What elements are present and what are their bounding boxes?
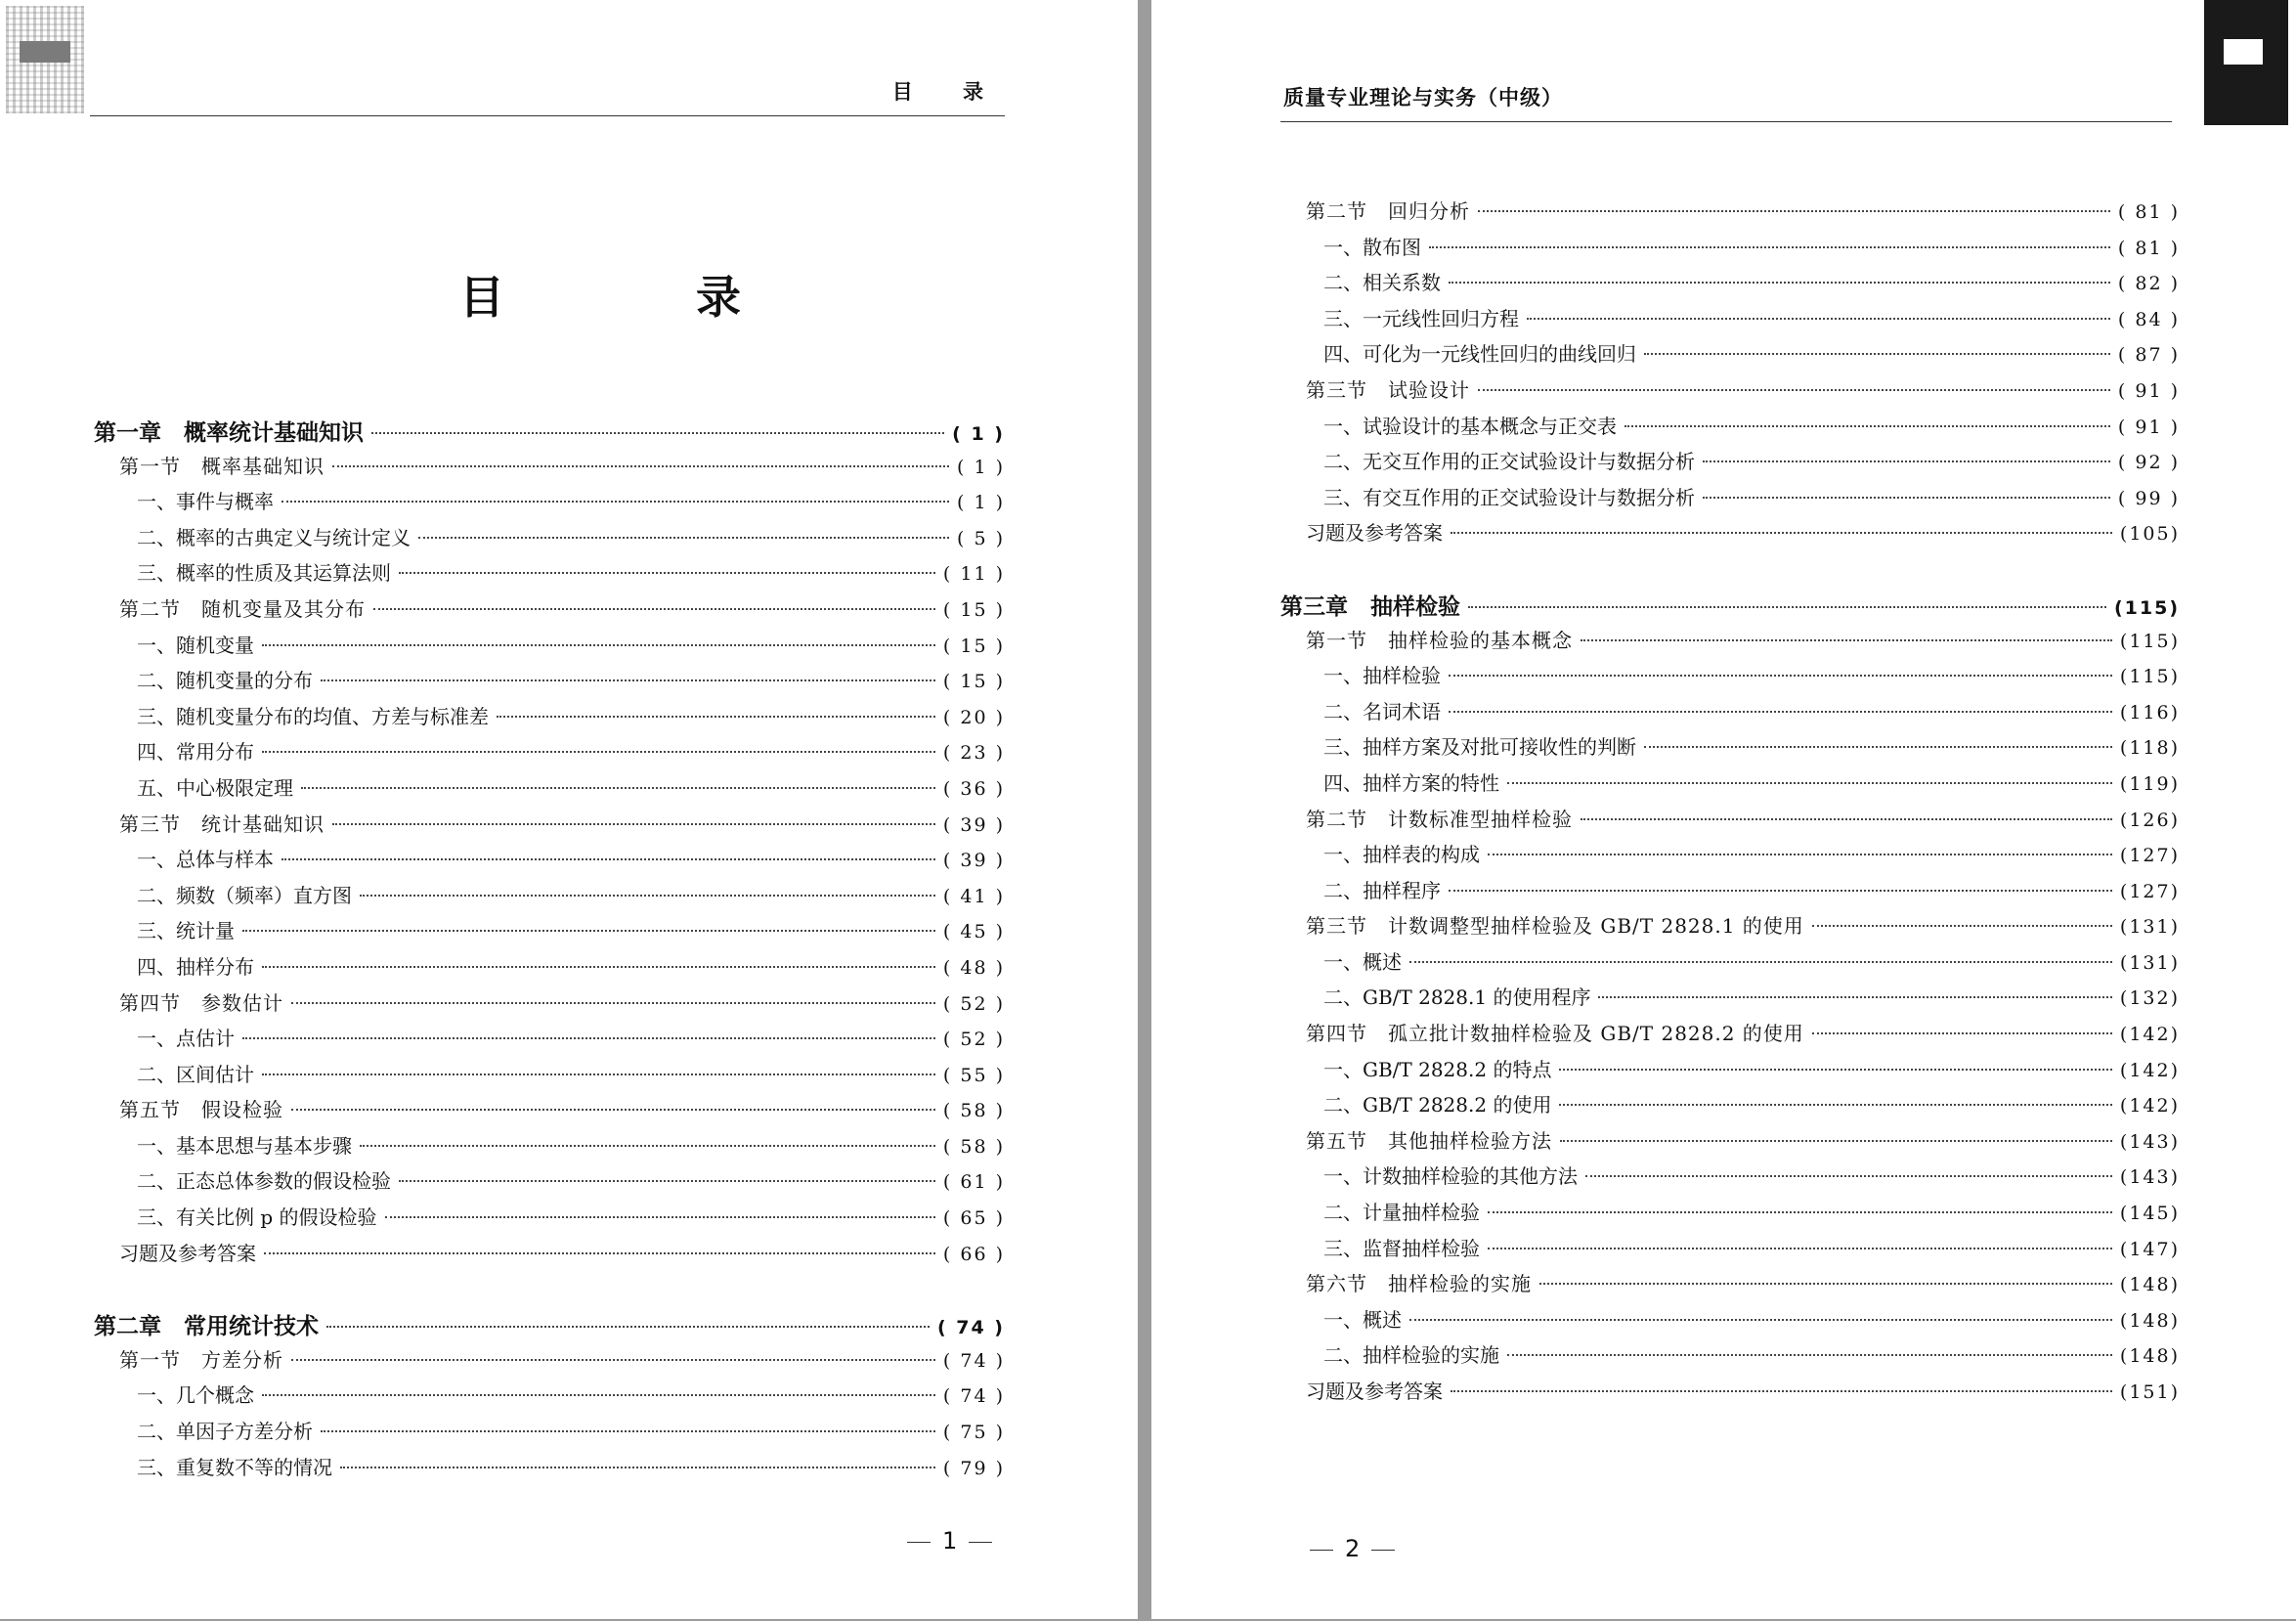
toc-title: 目 录	[459, 271, 830, 324]
toc-entry-chapter	[1280, 589, 2180, 625]
dot-leader	[1703, 497, 2110, 499]
toc-entry-title: 四、抽样分布	[137, 954, 254, 979]
toc-entry-page: ( 92 )	[2117, 452, 2180, 474]
dot-leader	[1468, 606, 2106, 608]
toc-entry-item	[1280, 446, 2180, 482]
toc-entry-page: (147)	[2119, 1238, 2180, 1260]
toc-entry-item	[1280, 303, 2180, 339]
toc-entry-item	[1280, 232, 2180, 268]
toc-entry-item	[94, 1165, 1005, 1202]
dot-leader	[242, 930, 935, 932]
dot-leader	[497, 716, 935, 718]
toc-entry-page: ( 20 )	[942, 706, 1005, 728]
toc-entry-title: 一、GB/T 2828.2 的特点	[1323, 1057, 1552, 1081]
toc-entry-page: (142)	[2119, 1059, 2180, 1081]
toc-entry-page: (142)	[2119, 1095, 2180, 1117]
dot-leader	[1559, 1104, 2111, 1106]
toc-entry-chapter	[94, 415, 1005, 451]
toc-entry-title: 二、计量抽样检验	[1323, 1201, 1480, 1225]
toc-entry-title: 四、抽样方案的特性	[1323, 770, 1499, 795]
dot-leader	[262, 1073, 935, 1075]
running-head: 质量专业理论与实务（中级）	[1283, 86, 1563, 110]
running-head: 目 录	[891, 80, 1005, 104]
toc-entry-item	[1280, 482, 2180, 518]
toc-entry-page: ( 45 )	[942, 921, 1005, 943]
toc-entry-page: ( 74 )	[942, 1349, 1005, 1372]
toc-entry-item	[1280, 1089, 2180, 1125]
toc-entry-page: (143)	[2119, 1166, 2180, 1189]
dot-leader	[1560, 1140, 2112, 1142]
toc-entry-item	[94, 1380, 1005, 1416]
toc-entry-page: ( 5 )	[957, 527, 1005, 549]
scan-artifact	[6, 6, 84, 113]
toc-entry-item	[1280, 946, 2180, 983]
toc-entry-title: 二、随机变量的分布	[137, 669, 313, 693]
toc-entry-section	[1280, 804, 2180, 840]
toc-entry-page: (145)	[2119, 1203, 2180, 1225]
toc-entry-page: ( 74 )	[936, 1317, 1005, 1339]
dot-leader	[1559, 1069, 2111, 1071]
toc-entry-page: ( 66 )	[942, 1243, 1005, 1265]
dot-leader	[321, 1430, 935, 1432]
header-rule	[90, 115, 1005, 116]
toc-entry-page: ( 61 )	[942, 1171, 1005, 1194]
dot-leader	[360, 1145, 935, 1147]
toc-entry-title: 二、抽样检验的实施	[1323, 1343, 1499, 1368]
toc-entry-section	[94, 1094, 1005, 1130]
toc-entry-item	[1280, 1339, 2180, 1376]
toc-entry-page: ( 74 )	[942, 1385, 1005, 1408]
toc-entry-title: 第一节 方差分析	[119, 1347, 283, 1372]
toc-entry-title: 二、无交互作用的正交试验设计与数据分析	[1323, 450, 1695, 474]
toc-entry-page: ( 84 )	[2117, 308, 2180, 330]
toc-entry-section	[94, 987, 1005, 1024]
dot-leader	[340, 1467, 935, 1468]
toc-entry-title: 第六节 抽样检验的实施	[1306, 1272, 1532, 1296]
toc-entry-item	[94, 880, 1005, 916]
toc-entry-title: 三、随机变量分布的均值、方差与标准差	[137, 704, 489, 728]
toc-entry-item	[94, 1059, 1005, 1095]
dot-leader	[262, 966, 935, 968]
toc-entry-page: ( 48 )	[942, 956, 1005, 979]
toc-entry-page: ( 87 )	[2117, 344, 2180, 367]
toc-entry-title: 二、区间估计	[137, 1062, 254, 1086]
toc-entry-item	[94, 630, 1005, 666]
toc-entry-title: 三、重复数不等的情况	[137, 1455, 332, 1479]
toc-entry-section	[94, 1344, 1005, 1380]
dot-leader	[1429, 246, 2110, 248]
toc-entry-exercise	[94, 1238, 1005, 1274]
toc-entry-section	[1280, 910, 2180, 946]
toc-entry-page: (119)	[2119, 772, 2180, 795]
dot-leader	[326, 1326, 930, 1328]
toc-entry-title: 一、抽样检验	[1323, 664, 1441, 688]
toc-entry-chapter	[94, 1308, 1005, 1344]
toc-entry-page: (151)	[2119, 1381, 2180, 1403]
toc-entry-item	[94, 844, 1005, 880]
toc-entry-title: 第二节 计数标准型抽样检验	[1306, 807, 1573, 831]
page-number: 2	[1298, 1535, 1407, 1562]
toc-entry-item	[94, 1416, 1005, 1452]
toc-entry-title: 习题及参考答案	[119, 1241, 256, 1265]
toc-entry-page: ( 1 )	[952, 423, 1005, 445]
dot-leader	[1598, 996, 2111, 998]
toc-entry-item	[94, 665, 1005, 701]
toc-entry-page: (115)	[2113, 596, 2180, 619]
dot-leader	[1585, 1175, 2112, 1177]
dot-leader	[1581, 639, 2112, 641]
dot-leader	[282, 501, 949, 503]
toc-entry-section	[1280, 1268, 2180, 1304]
toc-entry-item	[94, 522, 1005, 558]
toc-entry-page: ( 15 )	[942, 635, 1005, 657]
toc-entry-title: 二、概率的古典定义与统计定义	[137, 525, 411, 549]
toc-entry-item	[1280, 731, 2180, 767]
toc-entry-page: ( 36 )	[942, 777, 1005, 800]
toc-entry-page: ( 1 )	[957, 456, 1005, 478]
dot-leader	[373, 608, 935, 610]
toc-entry-title: 第一节 抽样检验的基本概念	[1306, 628, 1573, 652]
dot-leader	[371, 432, 944, 434]
toc-list	[1280, 196, 2180, 1412]
toc-entry-section	[1280, 1018, 2180, 1054]
toc-entry-title: 二、正态总体参数的假设检验	[137, 1169, 391, 1194]
dot-leader	[1539, 1283, 2112, 1285]
toc-entry-page: (143)	[2119, 1130, 2180, 1153]
toc-entry-item	[1280, 1197, 2180, 1233]
toc-entry-item	[94, 486, 1005, 522]
dot-leader	[1703, 460, 2110, 462]
toc-entry-page: ( 81 )	[2117, 201, 2180, 223]
toc-entry-title: 第五节 假设检验	[119, 1098, 283, 1122]
toc-entry-title: 三、抽样方案及对批可接收性的判断	[1323, 735, 1636, 760]
toc-entry-page: ( 82 )	[2117, 273, 2180, 295]
dot-leader	[262, 751, 935, 753]
toc-entry-title: 二、频数（频率）直方图	[137, 883, 352, 907]
dot-leader	[291, 1359, 935, 1361]
toc-entry-title: 三、有关比例 p 的假设检验	[137, 1205, 377, 1230]
dot-leader	[1644, 746, 2112, 748]
toc-entry-item	[94, 1202, 1005, 1238]
toc-entry-item	[1280, 839, 2180, 875]
toc-entry-item	[1280, 767, 2180, 804]
toc-entry-page: ( 52 )	[942, 992, 1005, 1015]
dot-leader	[262, 1394, 935, 1396]
toc-entry-section	[94, 451, 1005, 487]
toc-entry-title: 二、相关系数	[1323, 271, 1441, 295]
toc-entry-page: ( 15 )	[942, 671, 1005, 693]
toc-entry-item	[94, 701, 1005, 737]
toc-entry-title: 一、点估计	[137, 1027, 235, 1051]
toc-entry-title: 一、试验设计的基本概念与正交表	[1323, 414, 1617, 438]
dot-leader	[1581, 818, 2112, 820]
toc-entry-item	[1280, 1161, 2180, 1197]
dot-leader	[242, 1037, 935, 1039]
toc-entry-title: 二、GB/T 2828.1 的使用程序	[1323, 986, 1591, 1010]
toc-entry-page: ( 99 )	[2117, 487, 2180, 509]
toc-entry-item	[94, 1023, 1005, 1059]
toc-entry-title: 第四节 参数估计	[119, 990, 283, 1015]
dot-leader	[282, 858, 935, 860]
toc-entry-title: 第二章 常用统计技术	[94, 1314, 319, 1340]
toc-entry-page: (148)	[2119, 1345, 2180, 1368]
toc-entry-title: 四、常用分布	[137, 740, 254, 765]
toc-entry-title: 三、监督抽样检验	[1323, 1236, 1480, 1260]
toc-entry-title: 二、GB/T 2828.2 的使用	[1323, 1093, 1552, 1117]
toc-entry-title: 第三节 统计基础知识	[119, 811, 325, 836]
toc-entry-title: 三、一元线性回归方程	[1323, 306, 1519, 330]
toc-entry-page: ( 58 )	[942, 1100, 1005, 1122]
dot-leader	[264, 1252, 935, 1254]
toc-entry-page: (126)	[2119, 809, 2180, 831]
toc-entry-page: (105)	[2119, 523, 2180, 546]
toc-entry-title: 一、计数抽样检验的其他方法	[1323, 1164, 1578, 1189]
left-page	[0, 0, 1138, 1619]
dot-leader	[1449, 890, 2112, 892]
toc-entry-title: 二、单因子方差分析	[137, 1420, 313, 1444]
toc-entry-item	[1280, 875, 2180, 911]
toc-entry-title: 第三章 抽样检验	[1280, 593, 1460, 620]
dot-leader	[291, 1002, 935, 1004]
toc-entry-page: (148)	[2119, 1309, 2180, 1332]
dot-leader	[399, 1180, 935, 1182]
dot-leader	[291, 1109, 935, 1111]
dot-leader	[1409, 961, 2112, 963]
dot-leader	[418, 537, 949, 539]
toc-entry-exercise	[1280, 1376, 2180, 1412]
toc-entry-title: 一、抽样表的构成	[1323, 843, 1480, 867]
toc-entry-title: 第三节 试验设计	[1306, 377, 1470, 402]
toc-entry-page: (142)	[2119, 1024, 2180, 1046]
dot-leader	[1625, 425, 2110, 427]
toc-entry-title: 三、统计量	[137, 919, 235, 943]
toc-entry-page: (115)	[2119, 630, 2180, 652]
dot-leader	[1527, 318, 2110, 320]
dot-leader	[1507, 782, 2112, 784]
dot-leader	[1451, 1390, 2112, 1392]
toc-entry-item	[1280, 1054, 2180, 1090]
dot-leader	[332, 823, 935, 825]
toc-entry-title: 二、抽样程序	[1323, 878, 1441, 902]
toc-entry-item	[1280, 411, 2180, 447]
toc-entry-page: (132)	[2119, 987, 2180, 1010]
toc-entry-page: ( 39 )	[942, 850, 1005, 872]
toc-entry-item	[1280, 1304, 2180, 1340]
toc-entry-title: 三、概率的性质及其运算法则	[137, 561, 391, 586]
toc-entry-title: 一、概述	[1323, 949, 1402, 974]
scan-artifact	[2204, 0, 2288, 125]
toc-entry-title: 一、随机变量	[137, 633, 254, 657]
dot-leader	[385, 1216, 935, 1218]
toc-entry-item	[94, 772, 1005, 809]
toc-entry-title: 第一章 概率统计基础知识	[94, 420, 364, 446]
toc-entry-section	[1280, 374, 2180, 411]
toc-entry-item	[94, 1452, 1005, 1488]
dot-leader	[1478, 389, 2110, 391]
toc-entry-section	[1280, 625, 2180, 661]
page-number: 1	[895, 1527, 1004, 1555]
dot-leader	[1409, 1319, 2112, 1321]
toc-entry-title: 习题及参考答案	[1306, 521, 1443, 546]
toc-entry-title: 习题及参考答案	[1306, 1380, 1443, 1403]
toc-entry-title: 三、有交互作用的正交试验设计与数据分析	[1323, 485, 1695, 509]
toc-entry-section	[1280, 196, 2180, 232]
toc-entry-title: 第二节 回归分析	[1306, 199, 1470, 223]
header-rule	[1280, 121, 2172, 122]
toc-entry-title: 第五节 其他抽样检验方法	[1306, 1128, 1552, 1153]
toc-entry-page: ( 39 )	[942, 813, 1005, 836]
toc-entry-item	[94, 915, 1005, 951]
toc-entry-item	[1280, 660, 2180, 696]
toc-entry-item	[94, 1130, 1005, 1166]
toc-entry-title: 二、名词术语	[1323, 699, 1441, 723]
toc-entry-page: ( 58 )	[942, 1135, 1005, 1158]
dot-leader	[321, 679, 935, 681]
dot-leader	[1449, 282, 2110, 284]
toc-entry-page: (131)	[2119, 951, 2180, 974]
toc-entry-page: (127)	[2119, 845, 2180, 867]
toc-entry-page: (131)	[2119, 916, 2180, 939]
toc-entry-item	[1280, 696, 2180, 732]
toc-entry-item	[94, 557, 1005, 593]
toc-entry-title: 一、散布图	[1323, 235, 1421, 259]
dot-leader	[399, 572, 935, 574]
toc-entry-section	[1280, 1125, 2180, 1161]
toc-entry-item	[94, 736, 1005, 772]
toc-entry-item	[1280, 1233, 2180, 1269]
toc-entry-title: 一、总体与样本	[137, 848, 274, 872]
toc-entry-item	[1280, 982, 2180, 1018]
toc-entry-section	[94, 809, 1005, 845]
toc-entry-page: ( 23 )	[942, 742, 1005, 765]
toc-entry-title: 五、中心极限定理	[137, 775, 293, 800]
dot-leader	[1449, 711, 2112, 713]
toc-entry-title: 一、几个概念	[137, 1383, 254, 1408]
dot-leader	[360, 895, 935, 897]
dot-leader	[1478, 210, 2110, 212]
toc-entry-page: ( 81 )	[2117, 237, 2180, 259]
dot-leader	[332, 465, 949, 467]
toc-entry-page: ( 91 )	[2117, 416, 2180, 438]
toc-entry-title: 第一节 概率基础知识	[119, 454, 325, 478]
toc-entry-page: ( 91 )	[2117, 379, 2180, 402]
toc-entry-title: 一、概述	[1323, 1307, 1402, 1332]
dot-leader	[1644, 353, 2110, 355]
dot-leader	[262, 644, 935, 646]
toc-entry-item	[1280, 267, 2180, 303]
toc-entry-item	[94, 951, 1005, 987]
toc-entry-title: 四、可化为一元线性回归的曲线回归	[1323, 342, 1636, 367]
toc-entry-page: (127)	[2119, 880, 2180, 902]
toc-entry-page: (148)	[2119, 1274, 2180, 1296]
dot-leader	[301, 787, 935, 789]
toc-entry-exercise	[1280, 517, 2180, 553]
toc-entry-page: ( 75 )	[942, 1422, 1005, 1444]
toc-entry-page: ( 55 )	[942, 1064, 1005, 1086]
toc-entry-page: ( 52 )	[942, 1029, 1005, 1051]
toc-entry-item	[1280, 338, 2180, 374]
toc-entry-page: (116)	[2119, 701, 2180, 723]
toc-entry-page: ( 65 )	[942, 1207, 1005, 1230]
dot-leader	[1488, 854, 2112, 855]
toc-entry-page: ( 11 )	[942, 563, 1005, 586]
dot-leader	[1812, 925, 2112, 927]
toc-entry-title: 第三节 计数调整型抽样检验及 GB/T 2828.1 的使用	[1306, 914, 1804, 939]
dot-leader	[1449, 675, 2112, 677]
toc-entry-page: ( 15 )	[942, 598, 1005, 621]
dot-leader	[1488, 1248, 2112, 1249]
dot-leader	[1812, 1032, 2112, 1034]
dot-leader	[1451, 532, 2112, 534]
dot-leader	[1507, 1354, 2112, 1356]
toc-entry-section	[94, 593, 1005, 630]
toc-list	[94, 415, 1005, 1487]
toc-entry-title: 第四节 孤立批计数抽样检验及 GB/T 2828.2 的使用	[1306, 1022, 1804, 1046]
toc-entry-title: 一、事件与概率	[137, 490, 274, 514]
toc-entry-page: ( 1 )	[957, 492, 1005, 514]
toc-entry-page: (115)	[2119, 666, 2180, 688]
toc-entry-page: (118)	[2119, 737, 2180, 760]
right-page	[1151, 0, 2296, 1619]
toc-entry-page: ( 41 )	[942, 885, 1005, 907]
dot-leader	[1488, 1211, 2112, 1213]
toc-entry-page: ( 79 )	[942, 1457, 1005, 1479]
toc-entry-title: 一、基本思想与基本步骤	[137, 1133, 352, 1158]
toc-entry-title: 第二节 随机变量及其分布	[119, 596, 366, 621]
